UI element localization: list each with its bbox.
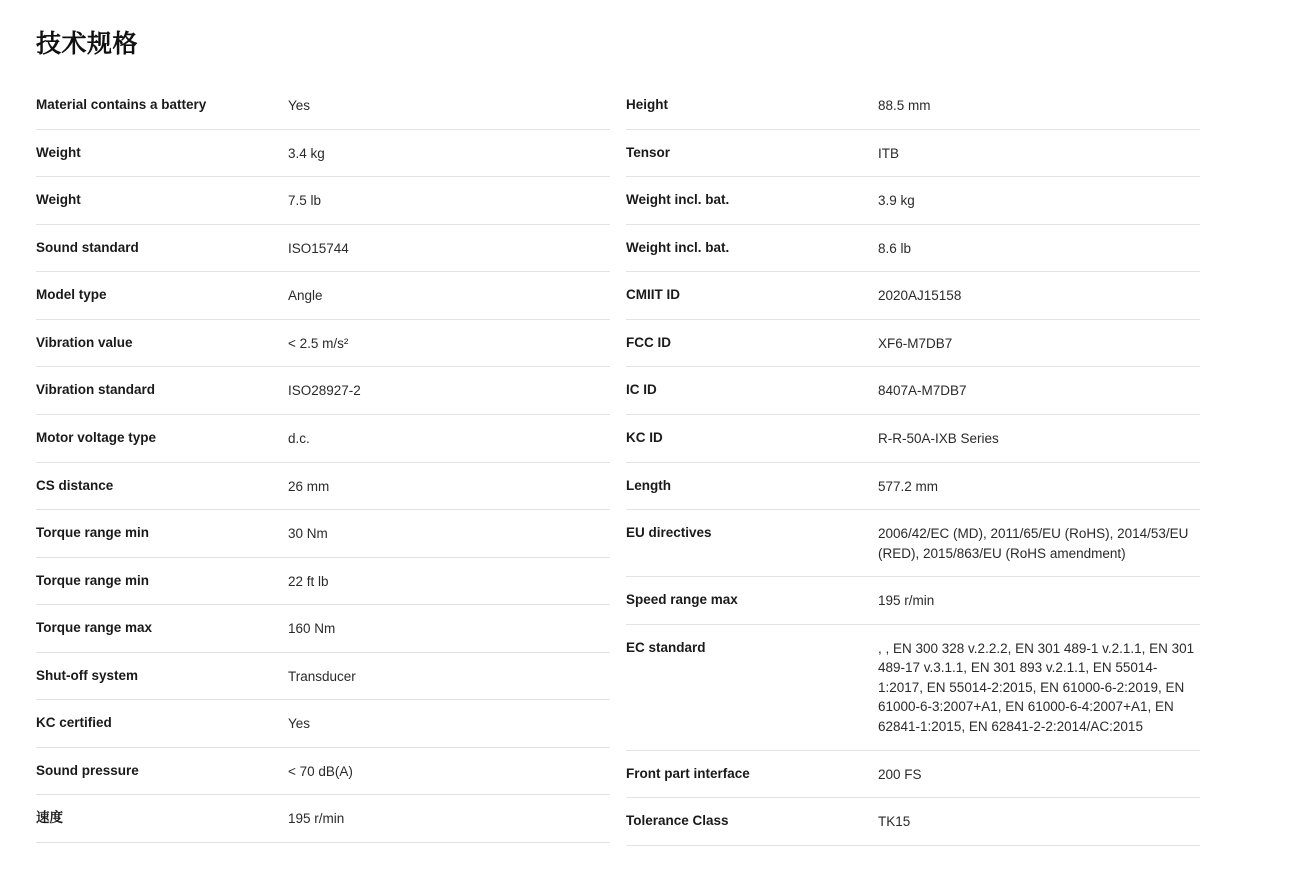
- spec-value: 8407A-M7DB7: [878, 383, 967, 399]
- spec-label: Height: [626, 97, 668, 112]
- spec-label: KC ID: [626, 429, 663, 445]
- spec-row: [626, 225, 1200, 273]
- spec-value: 160 Nm: [288, 621, 336, 637]
- spec-row: [626, 415, 1200, 463]
- spec-value: 200 FS: [878, 766, 922, 782]
- spec-label: Shut-off system: [36, 667, 139, 683]
- spec-row: [626, 510, 1200, 577]
- spec-label: Tensor: [626, 144, 671, 160]
- spec-column-right: [626, 82, 1200, 846]
- spec-value: R-R-50A-IXB Series: [878, 430, 999, 446]
- spec-row: [36, 605, 610, 653]
- spec-row: [626, 798, 1200, 846]
- spec-value: 195 r/min: [878, 593, 935, 609]
- spec-value: 22 ft lb: [288, 573, 329, 589]
- spec-row: [36, 463, 610, 511]
- spec-columns: [36, 82, 1257, 846]
- spec-label: Front part interface: [626, 765, 750, 781]
- spec-value: 7.5 lb: [288, 193, 322, 209]
- spec-value: 88.5 mm: [878, 98, 931, 113]
- spec-label: FCC ID: [626, 334, 671, 350]
- spec-label: Weight: [36, 144, 81, 160]
- spec-label: Length: [626, 477, 671, 493]
- spec-label: IC ID: [626, 382, 657, 398]
- spec-row: [36, 177, 610, 225]
- spec-row: [626, 367, 1200, 415]
- spec-label: Material contains a battery: [36, 97, 207, 112]
- spec-value: ITB: [878, 145, 900, 161]
- spec-value: 577.2 mm: [878, 478, 939, 494]
- spec-label: Speed range max: [626, 592, 738, 608]
- spec-row: [36, 700, 610, 748]
- spec-row: [36, 795, 610, 843]
- spec-label: KC certified: [36, 715, 112, 731]
- spec-label: Torque range min: [36, 525, 150, 541]
- spec-value: Transducer: [288, 668, 356, 684]
- spec-value: d.c.: [288, 430, 310, 446]
- spec-column-left: [36, 82, 610, 843]
- spec-row: [626, 272, 1200, 320]
- spec-value: ISO28927-2: [288, 383, 361, 399]
- spec-label: Weight incl. bat.: [626, 239, 730, 255]
- spec-label: 速度: [36, 810, 63, 826]
- spec-row: [626, 463, 1200, 511]
- spec-value: 30 Nm: [288, 526, 328, 542]
- spec-value: 2006/42/EC (MD), 2011/65/EU (RoHS), 2014/53/EU (RED), 2015/863/EU (RoHS amendment): [878, 526, 1189, 561]
- spec-value: TK15: [878, 814, 911, 830]
- spec-row: [36, 558, 610, 606]
- spec-label: EC standard: [626, 639, 706, 655]
- spec-label: Weight: [36, 192, 81, 208]
- spec-value: XF6-M7DB7: [878, 335, 953, 351]
- spec-row: [36, 653, 610, 701]
- spec-row: [36, 130, 610, 178]
- spec-row: [626, 177, 1200, 225]
- spec-label: Tolerance Class: [626, 813, 729, 829]
- spec-row: [36, 320, 610, 368]
- spec-value: < 70 dB(A): [288, 763, 353, 779]
- spec-value: 195 r/min: [288, 811, 345, 827]
- page-title: 技术规格: [36, 30, 139, 58]
- spec-label: CS distance: [36, 477, 114, 493]
- spec-value: 8.6 lb: [878, 240, 912, 256]
- spec-value: 2020AJ15158: [878, 288, 962, 304]
- spec-row: [36, 82, 610, 130]
- spec-value: 26 mm: [288, 478, 330, 494]
- spec-row: [626, 82, 1200, 130]
- spec-label: Motor voltage type: [36, 429, 157, 445]
- spec-row: [36, 748, 610, 796]
- spec-label: Vibration standard: [36, 382, 156, 398]
- spec-label: Sound standard: [36, 239, 139, 255]
- spec-label: EU directives: [626, 525, 712, 541]
- spec-row: [626, 625, 1200, 751]
- spec-row: [36, 225, 610, 273]
- spec-label: Weight incl. bat.: [626, 192, 730, 208]
- spec-value: < 2.5 m/s²: [288, 335, 349, 351]
- spec-value: Angle: [288, 288, 323, 304]
- spec-row: [626, 130, 1200, 178]
- spec-value: 3.9 kg: [878, 193, 915, 209]
- spec-label: Model type: [36, 287, 107, 303]
- spec-label: CMIIT ID: [626, 287, 680, 303]
- spec-row: [36, 415, 610, 463]
- spec-row: [36, 367, 610, 415]
- spec-label: Torque range max: [36, 620, 153, 636]
- spec-row: [36, 272, 610, 320]
- spec-value: Yes: [288, 716, 311, 732]
- spec-row: [626, 577, 1200, 625]
- spec-value: ISO15744: [288, 240, 349, 256]
- spec-value: , , EN 300 328 v.2.2.2, EN 301 489-1 v.2.1.1, EN 301 489-17 v.3.1.1, EN 301 893 v.2.1.1, EN 55014-1:2017, EN 55014-2:2015, EN 61000-6-2:2019, EN 61000-6-3:2007+A1, EN 61000-6-4:2007+A1, EN 62841-1:2015, EN 62841-2-2:2014/AC:2015: [878, 640, 1195, 734]
- spec-value: 3.4 kg: [288, 145, 325, 161]
- spec-label: Vibration value: [36, 334, 133, 350]
- spec-row: [626, 320, 1200, 368]
- spec-label: Sound pressure: [36, 762, 139, 778]
- spec-label: Torque range min: [36, 572, 150, 588]
- spec-row: [626, 751, 1200, 799]
- spec-row: [36, 510, 610, 558]
- spec-value: Yes: [288, 98, 311, 113]
